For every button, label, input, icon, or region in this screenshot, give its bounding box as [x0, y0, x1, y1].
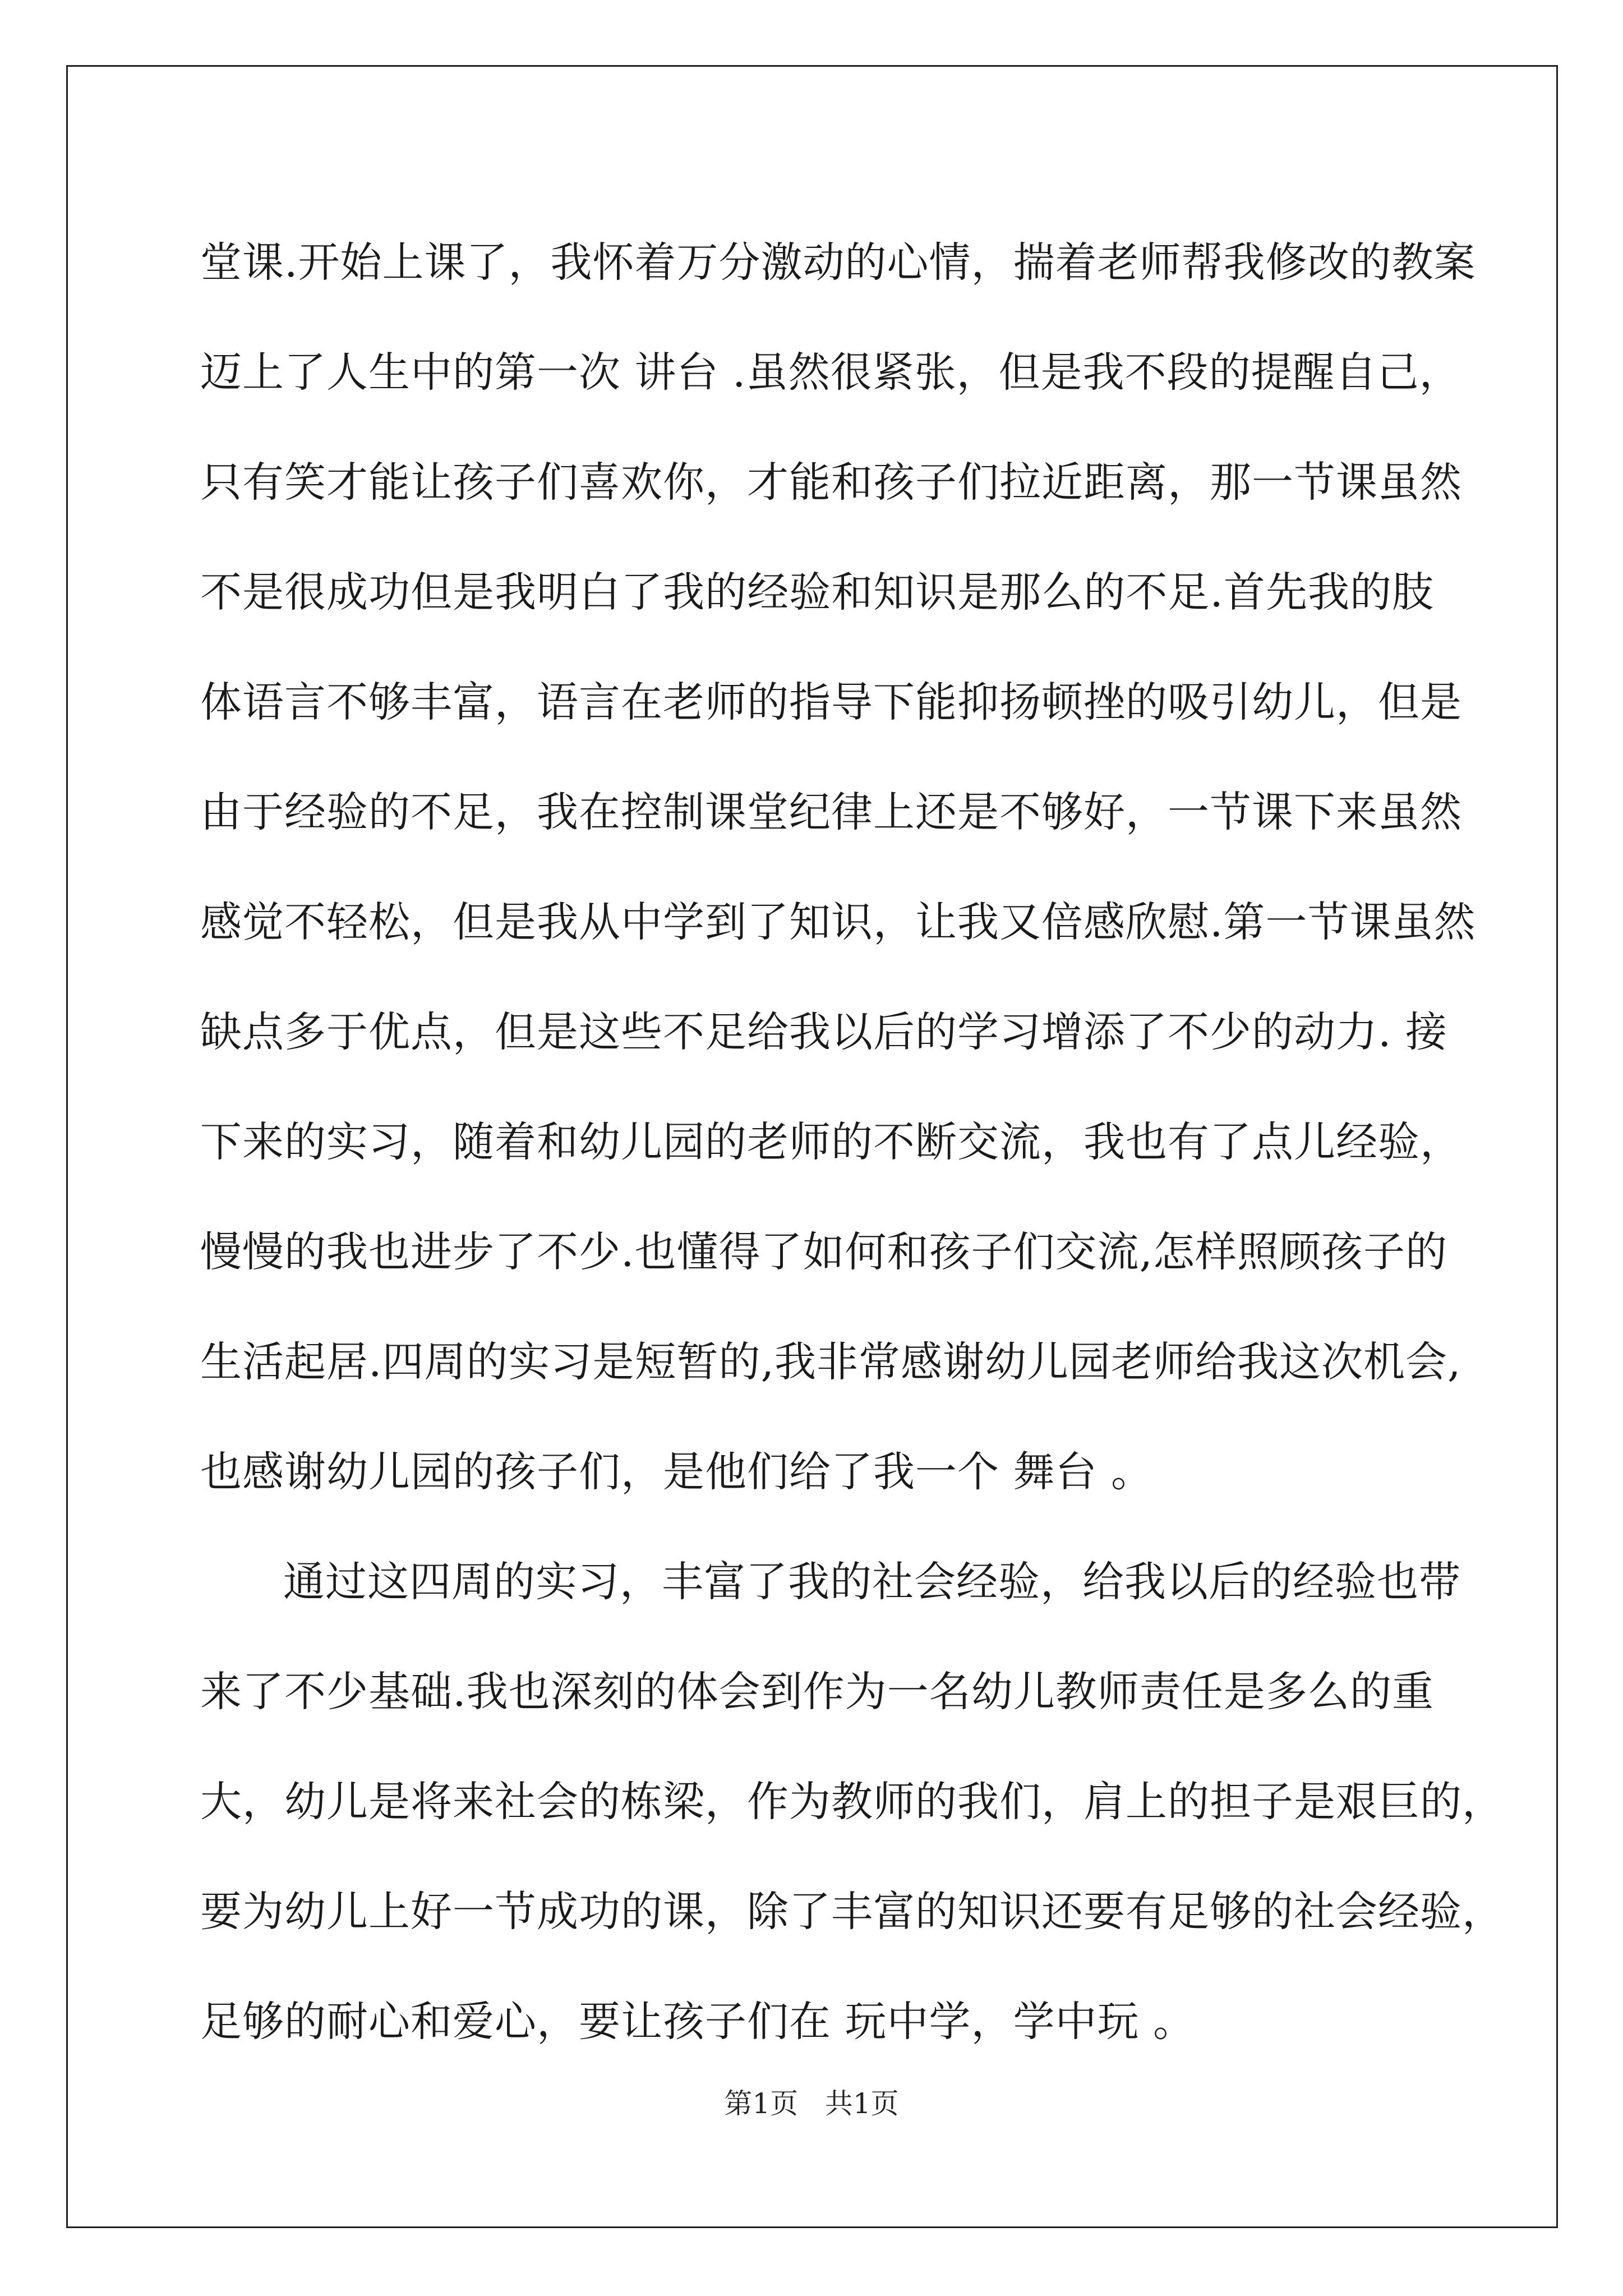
text-line: 缺点多于优点，但是这些不足给我以后的学习增添了不少的动力. 接	[200, 1008, 1448, 1056]
page-number: 第1页	[724, 2087, 799, 2120]
text-line: 慢慢的我也进步了不少.也懂得了如何和孩子们交流,怎样照顾孩子的	[200, 1228, 1448, 1276]
text-line: 堂课.开始上课了，我怀着万分激动的心情，揣着老师帮我修改的教案	[200, 238, 1476, 287]
document-body	[200, 208, 1504, 2077]
page-total: 共1页	[824, 2087, 899, 2120]
paragraph-1	[200, 208, 1476, 1527]
paragraph-2	[200, 1527, 1504, 2077]
text-line: 感觉不轻松，但是我从中学到了知识，让我又倍感欣慰.第一节课虽然	[200, 898, 1476, 946]
text-line: 由于经验的不足，我在控制课堂纪律上还是不够好，一节课下来虽然	[200, 788, 1462, 836]
page-footer	[0, 2087, 1623, 2120]
text-line: 也感谢幼儿园的孩子们，是他们给了我一个 舞台 。	[200, 1448, 1154, 1496]
text-line: 迈上了人生中的第一次 讲台 .虽然很紧张，但是我不段的提醒自己，	[200, 348, 1461, 397]
text-line: 通过这四周的实习，丰富了我的社会经验，给我以后的经验也带	[283, 1558, 1461, 1606]
text-line: 不是很成功但是我明白了我的经验和知识是那么的不足.首先我的肢	[200, 568, 1434, 616]
text-line: 大，幼儿是将来社会的栋梁，作为教师的我们，肩上的担子是艰巨的，	[200, 1778, 1504, 1826]
text-line: 下来的实习，随着和幼儿园的老师的不断交流，我也有了点儿经验，	[200, 1118, 1462, 1166]
text-line: 只有笑才能让孩子们喜欢你，才能和孩子们拉近距离，那一节课虽然	[200, 458, 1462, 507]
text-line: 来了不少基础.我也深刻的体会到作为一名幼儿教师责任是多么的重	[200, 1668, 1434, 1716]
text-line: 体语言不够丰富，语言在老师的指导下能抑扬顿挫的吸引幼儿，但是	[200, 678, 1462, 726]
text-line: 生活起居.四周的实习是短暂的,我非常感谢幼儿园老师给我这次机会,	[200, 1338, 1461, 1386]
text-line: 足够的耐心和爱心，要让孩子们在 玩中学，学中玩 。	[200, 1998, 1196, 2046]
text-line: 要为幼儿上好一节成功的课，除了丰富的知识还要有足够的社会经验，	[200, 1888, 1504, 1936]
